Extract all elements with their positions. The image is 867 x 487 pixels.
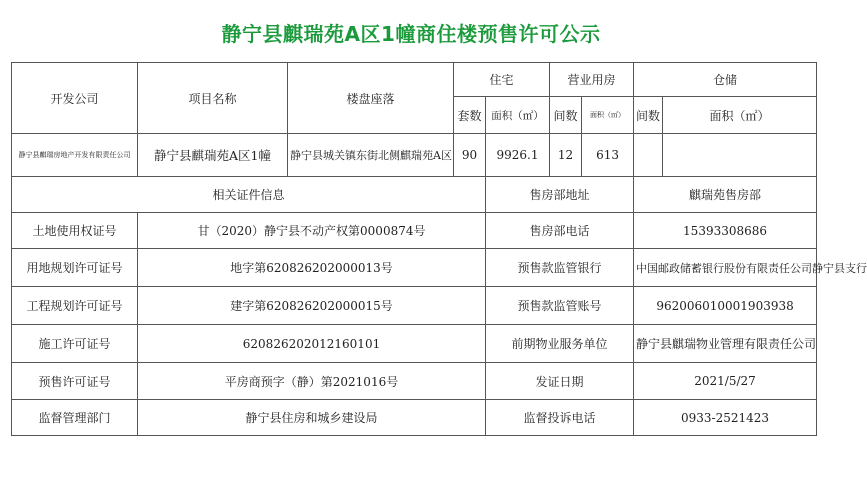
cert-section-label: 相关证件信息 xyxy=(12,177,486,213)
info-value: 2021/5/27 xyxy=(634,363,817,400)
cert-value: 平房商预字（静）第2021016号 xyxy=(138,363,486,400)
presale-permit-table xyxy=(11,62,867,436)
developer-name: 静宁县麒瑞房地产开发有限责任公司 xyxy=(12,134,138,177)
project-name: 静宁县麒瑞苑A区1幢 xyxy=(138,134,288,177)
commercial-area: 613 xyxy=(582,134,634,177)
info-label: 预售款监管银行 xyxy=(486,249,634,287)
info-label: 发证日期 xyxy=(486,363,634,400)
info-value: 中国邮政储蓄银行股份有限责任公司静宁县支行 xyxy=(634,249,817,287)
cert-label: 预售许可证号 xyxy=(12,363,138,400)
header-units-residential: 套数 xyxy=(454,97,486,134)
project-location: 静宁县城关镇东街北侧麒瑞苑A区 xyxy=(288,134,454,177)
header-storage: 仓储 xyxy=(634,63,817,97)
info-value: 麒瑞苑售房部 xyxy=(634,177,817,213)
cert-value: 620826202012160101 xyxy=(138,325,486,363)
info-label: 预售款监管账号 xyxy=(486,287,634,325)
info-value: 962006010001903938 xyxy=(634,287,817,325)
header-project-name: 项目名称 xyxy=(138,63,288,134)
header-units-commercial: 间数 xyxy=(550,97,582,134)
header-developer: 开发公司 xyxy=(12,63,138,134)
cert-label: 监督管理部门 xyxy=(12,400,138,436)
header-location: 楼盘座落 xyxy=(288,63,454,134)
storage-area xyxy=(663,134,817,177)
cert-value: 静宁县住房和城乡建设局 xyxy=(138,400,486,436)
commercial-units: 12 xyxy=(550,134,582,177)
storage-units xyxy=(634,134,663,177)
cert-label: 工程规划许可证号 xyxy=(12,287,138,325)
header-commercial: 营业用房 xyxy=(550,63,634,97)
page-title: 静宁县麒瑞苑A区1幢商住楼预售许可公示 xyxy=(221,22,601,46)
header-units-storage: 间数 xyxy=(634,97,663,134)
info-label: 售房部电话 xyxy=(486,213,634,249)
info-value: 15393308686 xyxy=(634,213,817,249)
residential-units: 90 xyxy=(454,134,486,177)
residential-area: 9926.1 xyxy=(486,134,550,177)
cert-label: 土地使用权证号 xyxy=(12,213,138,249)
header-area-commercial: 面积（㎡） xyxy=(582,97,634,134)
info-value: 0933-2521423 xyxy=(634,400,817,436)
header-area-residential: 面积（㎡） xyxy=(486,97,550,134)
info-label: 监督投诉电话 xyxy=(486,400,634,436)
header-residential: 住宅 xyxy=(454,63,550,97)
header-area-storage: 面积（㎡） xyxy=(663,97,817,134)
info-label: 前期物业服务单位 xyxy=(486,325,634,363)
info-value: 静宁县麒瑞物业管理有限责任公司 xyxy=(634,325,817,363)
cert-label: 用地规划许可证号 xyxy=(12,249,138,287)
cert-value: 甘（2020）静宁县不动产权第0000874号 xyxy=(138,213,486,249)
cert-value: 建字第620826202000015号 xyxy=(138,287,486,325)
info-label: 售房部地址 xyxy=(486,177,634,213)
cert-label: 施工许可证号 xyxy=(12,325,138,363)
cert-value: 地字第620826202000013号 xyxy=(138,249,486,287)
